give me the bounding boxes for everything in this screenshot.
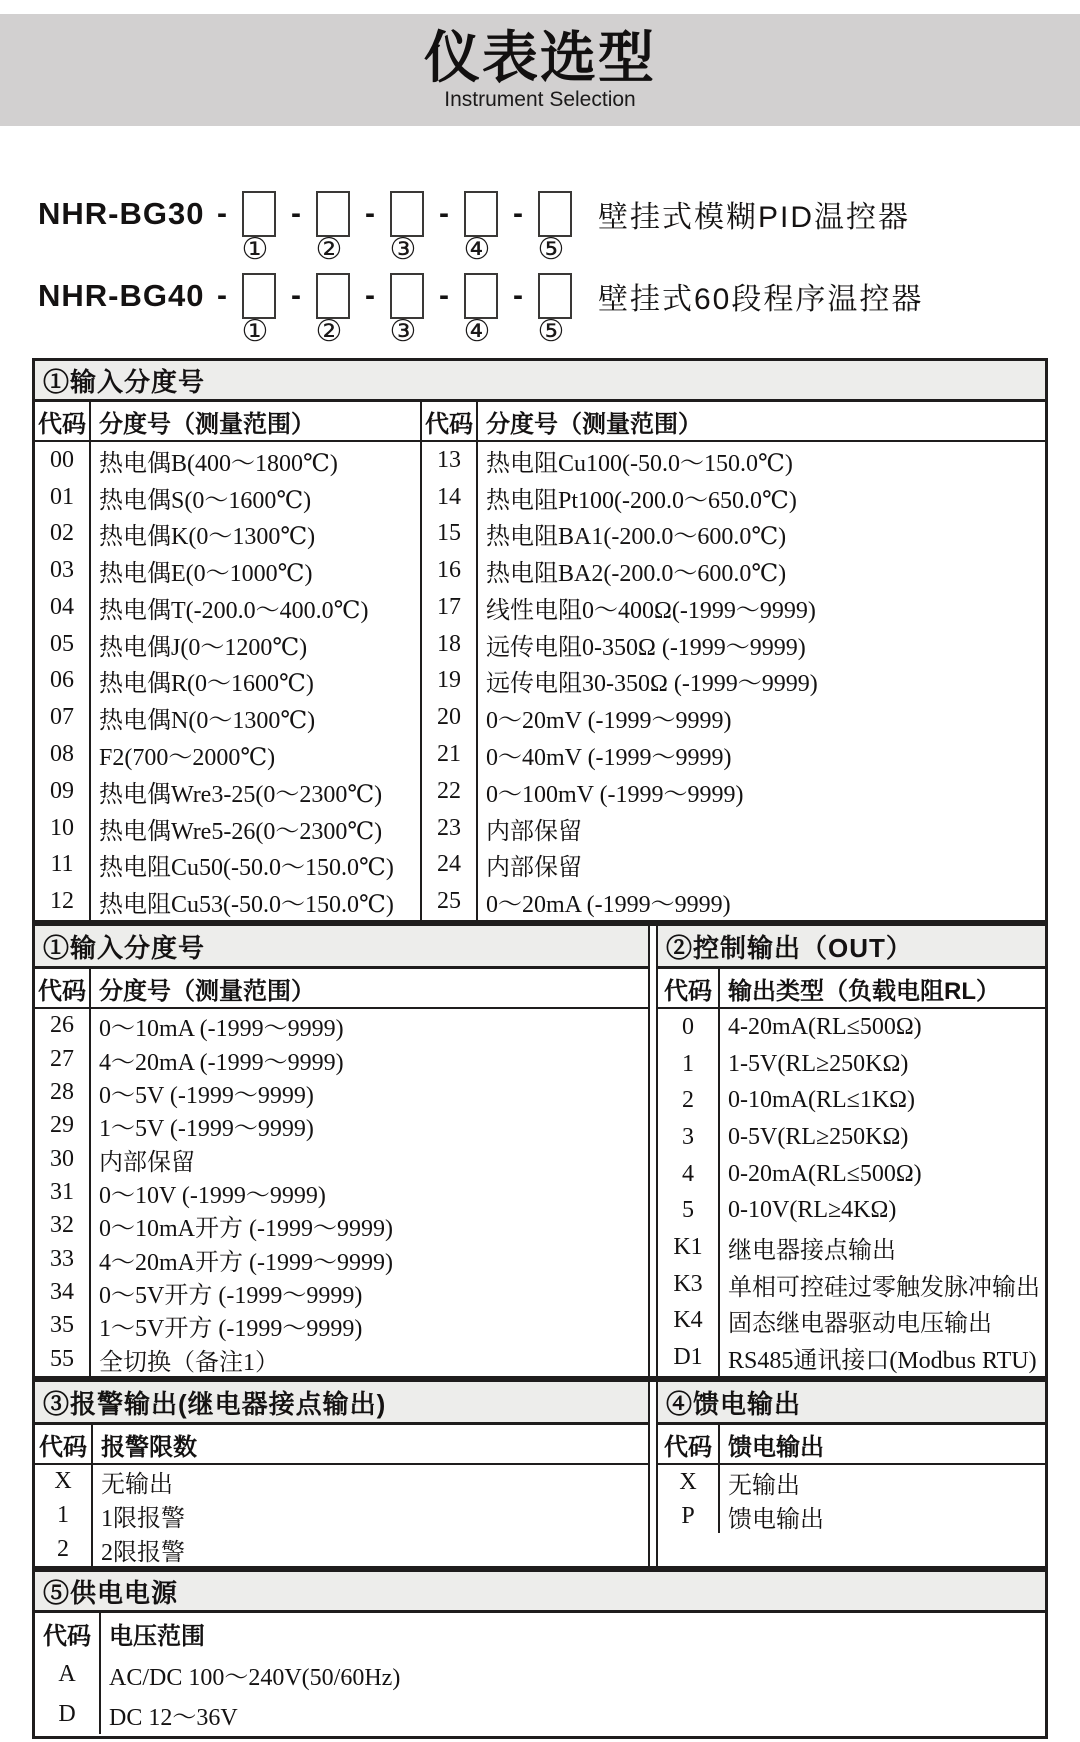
code-cell: 14 [422, 479, 478, 516]
desc-cell: 热电阻BA2(-200.0～600.0℃) [486, 561, 787, 588]
column-header-code: 代码 [658, 1425, 720, 1463]
rows [35, 1009, 648, 1376]
code-cell: D [35, 1694, 101, 1734]
column-header-desc: 分度号（测量范围） [486, 410, 702, 438]
desc-cell: 热电偶J(0～1200℃) [99, 634, 308, 661]
column-header-code: 代码 [422, 402, 478, 440]
page-subtitle: Instrument Selection [444, 88, 636, 111]
desc-cell: 0～10V (-1999～9999) [99, 1182, 326, 1209]
code-cell: 32 [35, 1209, 91, 1242]
column-header-row [422, 402, 1045, 442]
table-row [422, 552, 1045, 589]
table-row [35, 1654, 1045, 1694]
code-cell: 1 [35, 1499, 93, 1533]
code-cell: 3 [658, 1119, 720, 1156]
column-header-desc: 输出类型（负载电阻RL） [728, 977, 1000, 1005]
table-row [658, 1193, 1045, 1230]
dash-separator: - [217, 279, 227, 312]
table-input-division-1 [32, 358, 1048, 923]
rows [658, 1009, 1045, 1376]
column-header-desc: 分度号（测量范围） [99, 410, 315, 438]
option-box [242, 191, 276, 237]
table-row [35, 442, 420, 479]
code-cell: 10 [35, 810, 91, 847]
model-row [38, 191, 910, 237]
desc-cell: 0～5V (-1999～9999) [99, 1082, 314, 1109]
code-cell: 22 [422, 773, 478, 810]
rows [422, 442, 1045, 920]
dash-separator: - [291, 197, 301, 230]
table-row [422, 736, 1045, 773]
code-cell: 07 [35, 699, 91, 736]
position-number-circle: ④ [463, 315, 491, 348]
desc-cell: 1限报警 [101, 1506, 185, 1533]
desc-cell: 热电偶T(-200.0～400.0℃) [99, 597, 369, 624]
code-cell: 2 [658, 1082, 720, 1119]
code-cell: 55 [35, 1343, 91, 1376]
desc-cell: 0-5V(RL≥250KΩ) [728, 1123, 909, 1150]
table-body [35, 402, 1045, 920]
position-number-circle: ④ [463, 233, 491, 266]
code-cell: 12 [35, 883, 91, 920]
code-cell: 2 [35, 1532, 93, 1566]
desc-cell: 4-20mA(RL≤500Ω) [728, 1013, 922, 1040]
rows [35, 1465, 648, 1566]
table-section [35, 1613, 1045, 1736]
code-cell: K3 [658, 1266, 720, 1303]
code-cell: 00 [35, 442, 91, 479]
code-cell: 33 [35, 1243, 91, 1276]
desc-cell: 继电器接点输出 [728, 1238, 896, 1265]
code-cell: 4 [658, 1156, 720, 1193]
table-row [35, 626, 420, 663]
model-row [38, 273, 923, 319]
desc-cell: 0-10V(RL≥4KΩ) [728, 1197, 897, 1224]
table-row [35, 1109, 648, 1142]
table-section [35, 926, 648, 1376]
table-row [658, 1119, 1045, 1156]
rows [35, 1654, 1045, 1736]
table-row [658, 1465, 1045, 1499]
table-input-division-2-and-control-output [32, 923, 1048, 1379]
table-row [422, 626, 1045, 663]
code-cell: 15 [422, 516, 478, 553]
desc-cell: 0～10mA开方 (-1999～9999) [99, 1216, 393, 1243]
position-number-circle: ③ [389, 315, 417, 348]
dash-separator: - [365, 197, 375, 230]
table-row [35, 1309, 648, 1342]
desc-cell: 热电偶E(0～1000℃) [99, 561, 313, 588]
desc-cell: 4～20mA (-1999～9999) [99, 1049, 344, 1076]
code-cell: 27 [35, 1042, 91, 1075]
code-cell: 1 [658, 1046, 720, 1083]
desc-cell: 1～5V (-1999～9999) [99, 1116, 314, 1143]
code-cell: 09 [35, 773, 91, 810]
position-number-circle: ② [315, 233, 343, 266]
code-cell: 08 [35, 736, 91, 773]
code-cell: 06 [35, 663, 91, 700]
desc-cell: 热电偶R(0～1600℃) [99, 671, 314, 698]
table-row [658, 1266, 1045, 1303]
desc-cell: 1-5V(RL≥250KΩ) [728, 1050, 909, 1077]
code-cell: 02 [35, 516, 91, 553]
option-box [464, 273, 498, 319]
table-row [35, 1009, 648, 1042]
option-box [390, 191, 424, 237]
desc-cell: 内部保留 [99, 1149, 195, 1176]
column-header-code: 代码 [35, 1613, 101, 1654]
table-row [35, 1694, 1045, 1734]
column-header-code: 代码 [35, 1425, 93, 1463]
column-header-row [658, 1425, 1045, 1465]
desc-cell: 热电阻BA1(-200.0～600.0℃) [486, 524, 787, 551]
desc-cell: 固态继电器驱动电压输出 [728, 1311, 992, 1338]
code-cell: 30 [35, 1142, 91, 1175]
position-number-circle: ① [241, 233, 269, 266]
dash-separator: - [439, 197, 449, 230]
code-cell: 17 [422, 589, 478, 626]
desc-cell: 热电偶N(0～1300℃) [99, 708, 316, 735]
column-header-desc: 报警限数 [101, 1433, 197, 1461]
table-row [422, 883, 1045, 920]
column-header-code: 代码 [35, 402, 91, 440]
dash-separator: - [513, 197, 523, 230]
table-row [35, 1465, 648, 1499]
code-cell: P [658, 1499, 720, 1533]
table-power-supply [32, 1569, 1048, 1739]
code-cell: 03 [35, 552, 91, 589]
table-row [35, 1042, 648, 1075]
code-cell: 31 [35, 1176, 91, 1209]
table-section [422, 402, 1045, 920]
table-row [35, 736, 420, 773]
desc-cell: 0～40mV (-1999～9999) [486, 745, 732, 771]
table-row [422, 699, 1045, 736]
table-row [422, 663, 1045, 700]
desc-cell: AC/DC 100～240V(50/60Hz) [109, 1664, 401, 1691]
code-cell: D1 [658, 1339, 720, 1376]
code-cell: 24 [422, 846, 478, 883]
desc-cell: 远传电阻0-350Ω (-1999～9999) [486, 634, 806, 661]
table-row [35, 552, 420, 589]
table-section [35, 1382, 648, 1566]
code-cell: 01 [35, 479, 91, 516]
desc-cell: 0～10mA (-1999～9999) [99, 1016, 344, 1043]
code-cell: 34 [35, 1276, 91, 1309]
table-row [422, 516, 1045, 553]
position-number-circle: ② [315, 315, 343, 348]
position-number-row [238, 234, 608, 266]
desc-cell: DC 12～36V [109, 1704, 238, 1731]
code-cell: 18 [422, 626, 478, 663]
desc-cell: 热电偶B(400～1800℃) [99, 450, 338, 477]
code-cell: 28 [35, 1076, 91, 1109]
desc-cell: 单相可控硅过零触发脉冲输出 [728, 1274, 1040, 1301]
desc-cell: 热电阻Cu100(-50.0～150.0℃) [486, 450, 793, 477]
option-box [242, 273, 276, 319]
table-row [35, 1076, 648, 1109]
desc-cell: 热电阻Pt100(-200.0～650.0℃) [486, 487, 797, 514]
option-box [390, 273, 424, 319]
desc-cell: 0-20mA(RL≤500Ω) [728, 1160, 922, 1187]
table-row [35, 589, 420, 626]
table-row [658, 1499, 1045, 1533]
option-box [464, 191, 498, 237]
column-header-row [658, 969, 1045, 1009]
code-cell: 11 [35, 846, 91, 883]
option-box [538, 191, 572, 237]
table-section [35, 402, 420, 920]
table-alarm-output-and-feed-output [32, 1379, 1048, 1569]
dash-separator: - [217, 197, 227, 230]
column-header-code: 代码 [35, 969, 91, 1007]
table-row [35, 663, 420, 700]
table-row [658, 1229, 1045, 1266]
code-cell: 04 [35, 589, 91, 626]
code-cell: X [658, 1465, 720, 1499]
rows [658, 1465, 1045, 1566]
desc-cell: 远传电阻30-350Ω (-1999～9999) [486, 671, 818, 698]
desc-cell: 热电偶Wre3-25(0～2300℃) [99, 781, 383, 808]
column-header-desc: 分度号（测量范围） [99, 977, 315, 1005]
table-row [422, 846, 1045, 883]
code-cell: K4 [658, 1303, 720, 1340]
rows [35, 442, 420, 920]
dash-separator: - [439, 279, 449, 312]
dash-separator: - [291, 279, 301, 312]
band-header: ①输入分度号 [35, 926, 648, 969]
table-body [35, 1382, 1045, 1566]
code-cell: K1 [658, 1229, 720, 1266]
code-cell: 5 [658, 1193, 720, 1230]
band-header: ③报警输出(继电器接点输出) [35, 1382, 648, 1425]
column-header-row [35, 1613, 1045, 1654]
model-name: NHR-BG40 [38, 278, 205, 313]
table-row [35, 479, 420, 516]
table-row [658, 1046, 1045, 1083]
table-row [35, 1243, 648, 1276]
section-divider [648, 926, 658, 1376]
column-header-row [35, 969, 648, 1009]
model-description: 壁挂式60段程序温控器 [598, 283, 924, 316]
position-number-circle: ③ [389, 233, 417, 266]
desc-cell: 0～100mV (-1999～9999) [486, 781, 744, 808]
table-row [35, 846, 420, 883]
code-cell: 16 [422, 552, 478, 589]
table-row [422, 810, 1045, 847]
page-title: 仪表选型 [424, 26, 656, 89]
position-number-circle: ① [241, 315, 269, 348]
desc-cell: 内部保留 [486, 818, 582, 845]
desc-cell: 热电偶S(0～1600℃) [99, 487, 312, 514]
table-row [35, 1343, 648, 1376]
table-row [35, 1142, 648, 1175]
desc-cell: 0～5V开方 (-1999～9999) [99, 1283, 363, 1310]
code-cell: 29 [35, 1109, 91, 1142]
table-row [658, 1156, 1045, 1193]
dash-separator: - [365, 279, 375, 312]
desc-cell: 2限报警 [101, 1539, 185, 1566]
column-header-desc: 馈电输出 [728, 1433, 824, 1461]
table-row [35, 1532, 648, 1566]
code-cell: 23 [422, 810, 478, 847]
table-row [35, 810, 420, 847]
code-cell: 0 [658, 1009, 720, 1046]
column-header-code: 代码 [658, 969, 720, 1007]
desc-cell: 1～5V开方 (-1999～9999) [99, 1316, 363, 1343]
desc-cell: RS485通讯接口(Modbus RTU) [728, 1348, 1037, 1375]
desc-cell: 热电偶K(0～1300℃) [99, 524, 316, 551]
table-row [658, 1339, 1045, 1376]
desc-cell: 热电偶Wre5-26(0～2300℃) [99, 818, 383, 845]
column-header-row [35, 402, 420, 442]
desc-cell: 全切换（备注1） [99, 1349, 279, 1376]
table-row [658, 1303, 1045, 1340]
position-number-row [238, 316, 608, 348]
table-row [422, 442, 1045, 479]
code-cell: 25 [422, 883, 478, 920]
table-row [35, 1176, 648, 1209]
desc-cell: 热电阻Cu53(-50.0～150.0℃) [99, 892, 394, 919]
desc-cell: 0～20mA (-1999～9999) [486, 892, 731, 919]
code-cell: 13 [422, 442, 478, 479]
table-section [658, 926, 1045, 1376]
code-cell: 21 [422, 736, 478, 773]
column-header-desc: 电压范围 [109, 1623, 205, 1650]
table-row [35, 1276, 648, 1309]
option-box [316, 273, 350, 319]
table-row [422, 589, 1045, 626]
position-number-circle: ⑤ [537, 233, 565, 266]
table-row [422, 773, 1045, 810]
code-cell: 05 [35, 626, 91, 663]
model-name: NHR-BG30 [38, 196, 205, 231]
table-row [35, 1499, 648, 1533]
table-row [35, 1209, 648, 1242]
table-row [35, 773, 420, 810]
table-section [658, 1382, 1045, 1566]
position-number-circle: ⑤ [537, 315, 565, 348]
option-box [316, 191, 350, 237]
desc-cell: 无输出 [728, 1472, 800, 1499]
band-header: ④馈电输出 [658, 1382, 1045, 1425]
table-row [422, 479, 1045, 516]
band-header: ②控制输出（OUT） [658, 926, 1045, 969]
code-cell: A [35, 1654, 101, 1694]
desc-cell: 无输出 [101, 1472, 173, 1499]
band-header: ①输入分度号 [35, 361, 1045, 402]
table-body [35, 926, 1045, 1376]
desc-cell: 内部保留 [486, 855, 582, 882]
band-header: ⑤供电电源 [35, 1572, 1045, 1613]
desc-cell: 线性电阻0～400Ω(-1999～9999) [486, 597, 816, 624]
code-cell: 20 [422, 699, 478, 736]
code-cell: 35 [35, 1309, 91, 1342]
dash-separator: - [513, 279, 523, 312]
desc-cell: 0-10mA(RL≤1KΩ) [728, 1087, 915, 1114]
table-row [658, 1009, 1045, 1046]
desc-cell: 4～20mA开方 (-1999～9999) [99, 1249, 393, 1276]
code-cell: 26 [35, 1009, 91, 1042]
table-row [658, 1082, 1045, 1119]
code-cell: 19 [422, 663, 478, 700]
table-row [35, 883, 420, 920]
desc-cell: F2(700～2000℃) [99, 745, 276, 771]
table-body [35, 1613, 1045, 1736]
desc-cell: 馈电输出 [728, 1506, 824, 1533]
model-description: 壁挂式模糊PID温控器 [598, 201, 911, 234]
column-header-row [35, 1425, 648, 1465]
table-row [35, 516, 420, 553]
code-cell: X [35, 1465, 93, 1499]
title-banner [0, 14, 1080, 126]
table-row [35, 699, 420, 736]
option-box [538, 273, 572, 319]
section-divider [648, 1382, 658, 1566]
desc-cell: 热电阻Cu50(-50.0～150.0℃) [99, 855, 394, 882]
desc-cell: 0～20mV (-1999～9999) [486, 708, 732, 735]
